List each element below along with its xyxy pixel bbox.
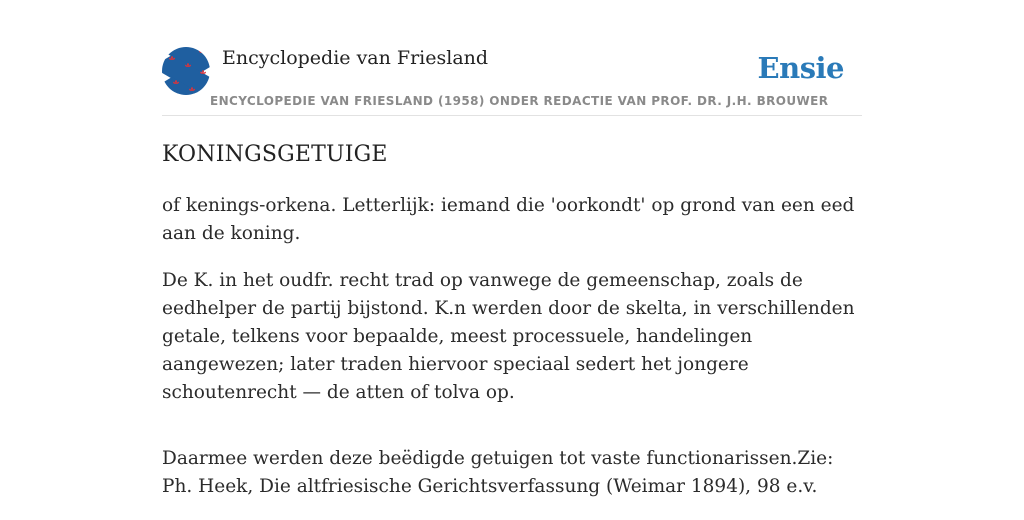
entry-title: KONINGSGETUIGE	[162, 142, 388, 167]
page-header	[162, 45, 862, 115]
entry-paragraph: De K. in het oudfr. recht trad op vanwege de gemeenschap, zoals de eedhelper de partij bijstond. K.n werden door de skelta, in verschillenden getale, telkens voor bepaalde, meest processuele, handelingen aangewezen; later traden hiervoor speciaal sedert het jongere schoutenrecht — de atten of tolva op.	[162, 270, 855, 403]
entry-content	[162, 192, 862, 520]
ensie-logo-link[interactable]: Ensie	[757, 51, 844, 85]
entry-paragraph: Daarmee werden deze beëdigde getuigen tot vaste functionarissen.Zie: Ph. Heek, Die altfriesische Gerichtsverfassung (Weimar 1894), 98 e.v.	[162, 448, 834, 497]
source-title[interactable]: Encyclopedie van Friesland	[222, 47, 489, 69]
header-divider	[162, 115, 862, 116]
source-subtitle: ENCYCLOPEDIE VAN FRIESLAND (1958) ONDER REDACTIE VAN PROF. DR. J.H. BROUWER	[210, 94, 829, 108]
frisian-flag-icon[interactable]	[162, 47, 210, 95]
entry-paragraph: of kenings-orkena. Letterlijk: iemand die 'oorkondt' op grond van een eed aan de koning.	[162, 195, 855, 244]
